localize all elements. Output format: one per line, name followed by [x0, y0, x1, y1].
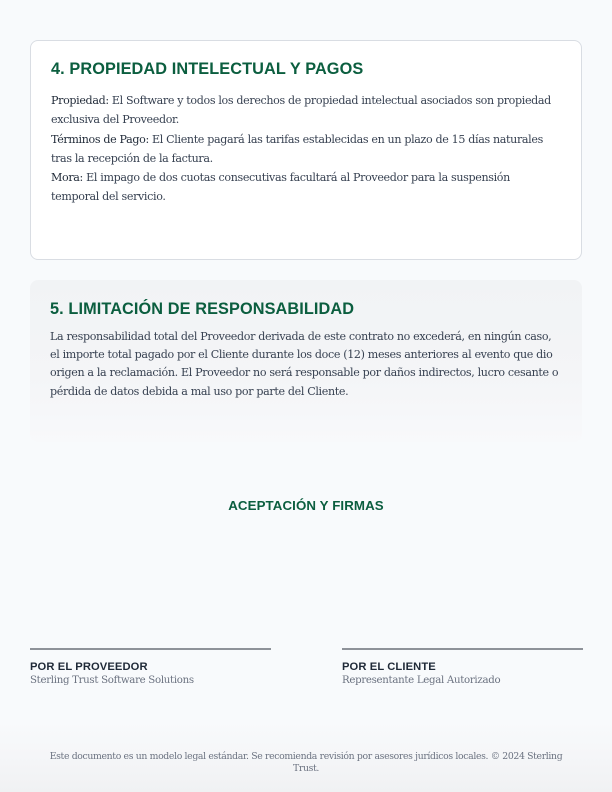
section-title: 4. PROPIEDAD INTELECTUAL Y PAGOS	[51, 60, 364, 78]
signature-block-client	[342, 648, 583, 688]
clause-late-payment	[51, 168, 561, 207]
page-footer	[0, 720, 612, 792]
clause-text: El impago de dos cuotas consecutivas facultará al Proveedor para la suspensión temporal del servicio.	[51, 171, 510, 204]
signature-line	[342, 648, 583, 650]
clause-text: El Cliente pagará las tarifas establecidas en un plazo de 15 días naturales tras la recepción de la factura.	[51, 132, 543, 165]
signature-role: POR EL CLIENTE	[342, 661, 436, 673]
signatures-heading: ACEPTACIÓN Y FIRMAS	[228, 498, 384, 513]
footer-disclaimer: Este documento es un modelo legal estándar. Se recomienda revisión por asesores jurídicos locales. © 2024 Sterling Trust.	[49, 751, 563, 774]
signature-role: POR EL PROVEEDOR	[30, 661, 148, 673]
clause-term: Mora:	[51, 171, 83, 185]
clause-ownership	[51, 91, 561, 130]
section-liability-limitation	[30, 280, 582, 442]
signature-line	[30, 648, 271, 650]
signature-name: Representante Legal Autorizado	[342, 675, 501, 686]
clause-term: Propiedad:	[51, 94, 109, 107]
section-title: 5. LIMITACIÓN DE RESPONSABILIDAD	[50, 300, 355, 318]
signature-block-provider	[30, 648, 271, 688]
liability-paragraph: La responsabilidad total del Proveedor derivada de este contrato no excederá, en ningún caso, el importe total pagado por el Cliente durante los doce (12) meses anteriores al evento que dio origen a la reclamación. El Proveedor no será responsable por daños indirectos, lucro cesante o pérdida de datos debida a mal uso por parte del Cliente.	[50, 330, 559, 398]
signature-name: Sterling Trust Software Solutions	[30, 675, 194, 686]
clause-text: El Software y todos los derechos de propiedad intelectual asociados son propiedad exclusiva del Proveedor.	[51, 94, 551, 127]
clause-payment-terms	[51, 130, 561, 169]
clause-term: Términos de Pago:	[51, 132, 149, 146]
section-intellectual-property-payments	[30, 40, 582, 260]
